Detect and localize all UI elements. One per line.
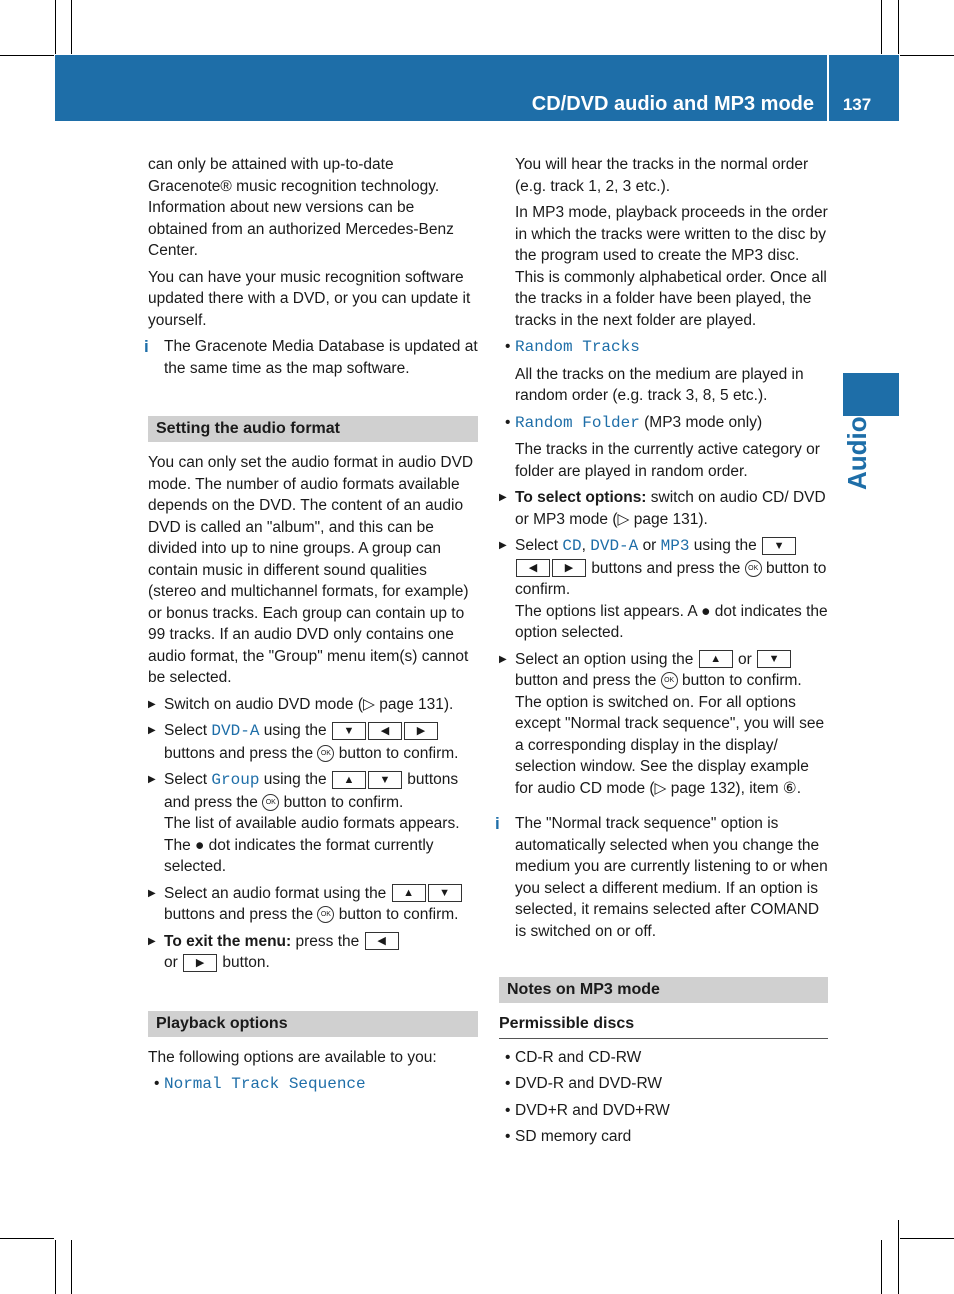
paragraph: can only be attained with up-to-date Gracenote® music recognition technology. Information about new versions can be obtained from an authorized Mercedes-Benz Center.: [148, 156, 454, 259]
down-button-icon: ▼: [428, 884, 462, 902]
right-button-icon: ▶: [404, 722, 438, 740]
list-item: • DVD+R and DVD+RW: [499, 1100, 830, 1122]
ok-button-icon: OK: [317, 745, 334, 762]
left-button-icon: ◀: [368, 722, 402, 740]
paragraph: All the tracks on the medium are played in random order (e.g. track 3, 8, 5 etc.).: [515, 365, 804, 404]
list-item: • DVD-R and DVD-RW: [499, 1073, 830, 1095]
info-icon: i: [144, 337, 149, 356]
crop-mark: [881, 1240, 882, 1294]
ok-button-icon: OK: [661, 672, 678, 689]
list-item: [499, 336, 830, 359]
right-button-icon: ▶: [183, 954, 217, 972]
section-heading: Playback options: [148, 1011, 478, 1037]
paragraph: You will hear the tracks in the normal order (e.g. track 1, 2, 3 etc.).: [515, 156, 809, 195]
crop-mark: [898, 1220, 899, 1294]
down-button-icon: ▼: [368, 771, 402, 789]
up-button-icon: ▲: [699, 650, 733, 668]
info-icon: i: [495, 814, 500, 833]
sub-heading: Permissible discs: [499, 1013, 828, 1039]
step: ▶ Switch on audio DVD mode (▷ page 131).: [148, 694, 478, 716]
page-number: 137: [842, 95, 872, 114]
ok-button-icon: OK: [262, 794, 279, 811]
crop-mark: [898, 0, 899, 54]
ok-button-icon: OK: [317, 906, 334, 923]
menu-code: Group: [211, 771, 260, 789]
crop-mark: [55, 0, 56, 54]
menu-code: DVD-A: [211, 722, 260, 740]
crop-mark: [0, 1238, 54, 1239]
down-button-icon: ▼: [757, 650, 791, 668]
paragraph: In MP3 mode, playback proceeds in the order in which the tracks were written to the disc by the program used to create the MP3 disc. This is commonly alphabetical order. Once all the tracks in a folder have been played, the tracks in the next folder are played.: [515, 204, 828, 329]
step: ▶ To exit the menu: press the ◀ or ▶ button.: [148, 931, 478, 974]
step: ▶ Select an audio format using the ▲ ▼ buttons and press the OK button to confirm.: [148, 883, 478, 926]
paragraph: The tracks in the currently active category or folder are played in random order.: [515, 441, 820, 480]
option-code: Normal Track Sequence: [164, 1075, 366, 1093]
down-button-icon: ▼: [762, 537, 796, 555]
info-note: i The "Normal track sequence" option is automatically selected when you change the medium you are currently listening to or when you select a different medium. If an option is selected, it remains selected after COMAND is switched on or off.: [495, 814, 828, 940]
crop-mark: [71, 1240, 72, 1294]
option-code: Random Folder: [515, 413, 640, 432]
left-button-icon: ◀: [516, 559, 550, 577]
up-button-icon: ▲: [332, 771, 366, 789]
section-heading: Notes on MP3 mode: [499, 977, 828, 1003]
ok-button-icon: OK: [745, 560, 762, 577]
section-heading: Setting the audio format: [148, 416, 478, 442]
crop-mark: [71, 0, 72, 54]
right-column: [495, 154, 830, 1153]
step: ▶ Select an option using the ▲ or ▼ button and press the OK button to confirm. The option is switched on. For all options except "Normal track sequence", you will see a corresponding display in the display/ selection window. See the display example for audio CD mode (▷ page 132), item ⑥.: [499, 649, 830, 800]
crop-mark: [881, 0, 882, 54]
info-note: i The Gracenote Media Database is updated at the same time as the map software.: [144, 337, 478, 377]
list-item: • SD memory card: [499, 1126, 830, 1148]
up-button-icon: ▲: [392, 884, 426, 902]
down-button-icon: ▼: [332, 722, 366, 740]
list-item: • Random Folder (MP3 mode only): [499, 412, 830, 435]
option-code: Random Tracks: [515, 338, 640, 356]
step: ▶ To select options: switch on audio CD/ DVD or MP3 mode (▷ page 131).: [499, 487, 830, 530]
step: ▶ Select DVD-A using the ▼ ◀ ▶ buttons and press the OK button to confirm.: [148, 720, 478, 764]
step: ▶ Select Group using the ▲ ▼ buttons and press the OK button to confirm. The list of available audio formats appears. The ● dot indicates the format currently selected.: [148, 769, 478, 878]
paragraph: You can have your music recognition software updated there with a DVD, or you can update it yourself.: [148, 268, 471, 329]
paragraph: The following options are available to you:: [148, 1048, 437, 1066]
left-column: [144, 154, 478, 1101]
crop-mark: [55, 1240, 56, 1294]
list-item: [148, 1073, 478, 1096]
left-button-icon: ◀: [365, 932, 399, 950]
step: ▶ Select CD, DVD-A or MP3 using the ▼◀ ▶ buttons and press the OK button to confirm. The options list appears. A ● dot indicates the option selected.: [499, 535, 830, 644]
crop-mark: [0, 55, 54, 56]
right-button-icon: ▶: [552, 559, 586, 577]
page-title: CD/DVD audio and MP3 mode: [531, 93, 814, 115]
crop-mark: [900, 1238, 954, 1239]
side-tab: [843, 373, 899, 416]
list-item: • CD-R and CD-RW: [499, 1047, 830, 1069]
crop-mark: [900, 55, 954, 56]
side-tab-label: Audio: [842, 416, 872, 490]
paragraph: You can only set the audio format in audio DVD mode. The number of audio formats available depends on the DVD. The content of an audio DVD is called an "album", and this can be divided into up to nine groups. A group can contain music in different sound qualities (stereo and multichannel formats, for example) or bonus tracks. Each group can contain up to 99 tracks. If an audio DVD only contains one audio format, the "Group" menu item(s) cannot be selected.: [148, 454, 474, 686]
